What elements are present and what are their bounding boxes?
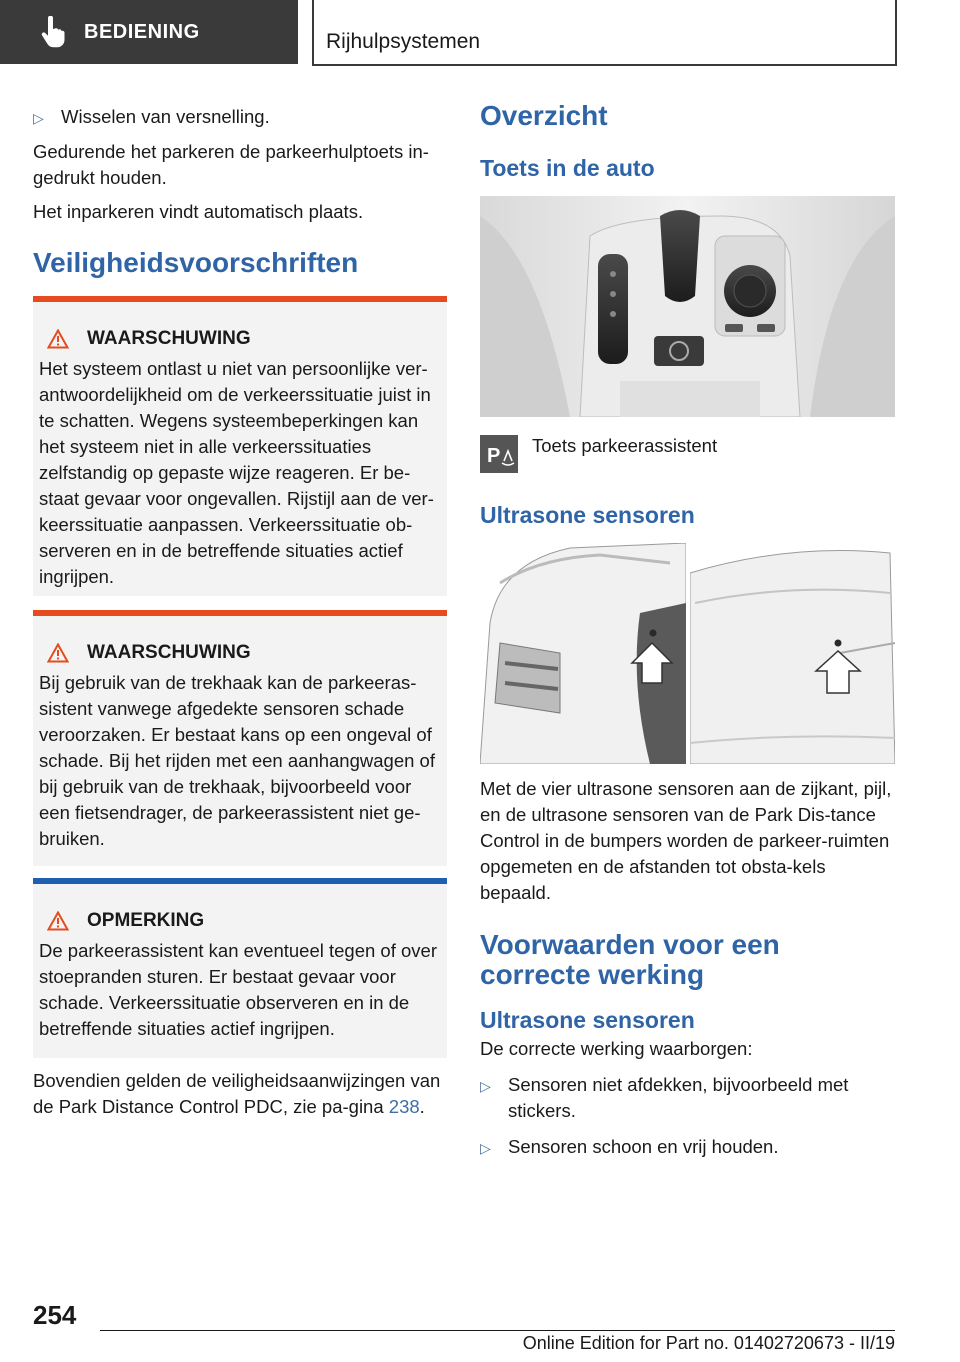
- subsection-heading: Ultrasone sensoren: [480, 502, 695, 528]
- button-legend-label: Toets parkeerassistent: [532, 435, 718, 456]
- button-legend: [480, 435, 895, 473]
- right-column: [480, 100, 895, 1161]
- subsection-heading: Ultrasone sensoren: [480, 1007, 695, 1033]
- section-heading: Overzicht: [480, 100, 608, 131]
- edition-text: Online Edition for Part no. 01402720673 - II/19: [522, 1333, 895, 1353]
- subsection-heading: Toets in de auto: [480, 155, 655, 181]
- section-tab: [0, 0, 298, 64]
- section-heading: Veiligheidsvoorschriften: [33, 247, 359, 278]
- triangle-bullet-icon: ▷: [480, 1078, 491, 1094]
- list-item: [480, 1072, 895, 1124]
- sensors-paragraph: Met de vier ultrasone sensoren aan de zijkant, pijl, en de ultrasone sensoren van de Park Dis-tance Control in de bumpers worden de parkeer-ruimten opgemeten en de afstanden tot obsta-kels bepaald.: [480, 778, 892, 903]
- section-label: BEDIENING: [84, 20, 200, 43]
- triangle-bullet-icon: ▷: [33, 110, 44, 126]
- list-item: [33, 104, 447, 131]
- closing-end: .: [419, 1096, 425, 1117]
- warning-title: WAARSCHUWING: [87, 328, 251, 349]
- closing-text: Bovendien gelden de veiligheidsaanwijzingen van de Park Distance Control PDC, zie pa-gina: [33, 1070, 441, 1117]
- list-item-text: Wisselen van versnelling.: [61, 106, 270, 127]
- chapter-title: Rijhulpsystemen: [326, 30, 481, 53]
- rear-bumper-photo: [690, 543, 895, 764]
- triangle-bullet-icon: ▷: [480, 1140, 491, 1156]
- list-item-text: Sensoren niet afdekken, bijvoorbeeld met stickers.: [508, 1074, 849, 1121]
- note-triangle-icon: [47, 911, 69, 931]
- warning-triangle-icon: [47, 329, 69, 349]
- parking-assistant-icon: [480, 435, 518, 473]
- console-photo: [480, 196, 895, 417]
- note-title: OPMERKING: [87, 910, 205, 931]
- warning-title: WAARSCHUWING: [87, 642, 251, 663]
- paragraph: Gedurende het parkeren de parkeerhulptoets in-gedrukt houden.: [33, 141, 429, 188]
- sensors-photo: [480, 543, 895, 764]
- hand-pointer-icon: [40, 16, 66, 48]
- list-item: [480, 1134, 895, 1161]
- left-column: [33, 104, 447, 1120]
- front-bumper-photo: [480, 543, 686, 764]
- warning-triangle-icon: [47, 643, 69, 663]
- svg-text:P: P: [487, 445, 501, 467]
- warning-text: Het systeem ontlast u niet van persoonlijke ver-antwoordelijkheid om de verkeerssituatie juist in te schatten. Wegens systeembeperkingen kan het systeem niet in alle verkeerssituaties zelfstandig op gepaste wijze reageren. Er be-staat gevaar voor ongevallen. Rijstijl aan de ver-keerssituatie aanpassen. Verkeerssituatie ob-serveren en in de betreffende situaties actief ingrijpen.: [39, 358, 434, 587]
- footer-divider: [100, 1330, 895, 1331]
- note-box: [33, 878, 447, 1058]
- page-link[interactable]: 238: [388, 1096, 420, 1117]
- note-text: De parkeerassistent kan eventueel tegen of over stoepranden sturen. Er bestaat gevaar voor schade. Verkeerssituatie observeren en in de betreffende situaties actief ingrijpen.: [39, 940, 437, 1039]
- paragraph: Het inparkeren vindt automatisch plaats.: [33, 201, 364, 222]
- list-item-text: Sensoren schoon en vrij houden.: [508, 1136, 779, 1157]
- page-number: 254: [33, 1300, 77, 1330]
- warning-box: [33, 610, 447, 866]
- warning-box: [33, 296, 447, 596]
- conditions-intro: De correcte werking waarborgen:: [480, 1038, 753, 1059]
- closing-paragraph: [33, 1068, 447, 1120]
- section-heading: Voorwaarden voor een correcte werking: [480, 929, 780, 990]
- warning-text: Bij gebruik van de trekhaak kan de parkeeras-sistent vanwege afgedekte sensoren schade veroorzaken. Er bestaat kans op een ongeval of schade. Bij het rijden met een aanhangwagen of bij gebruik van de trekhaak, bijvoorbeeld voor een fietsendrager, de parkeerassistent niet ge-bruiken.: [39, 672, 435, 849]
